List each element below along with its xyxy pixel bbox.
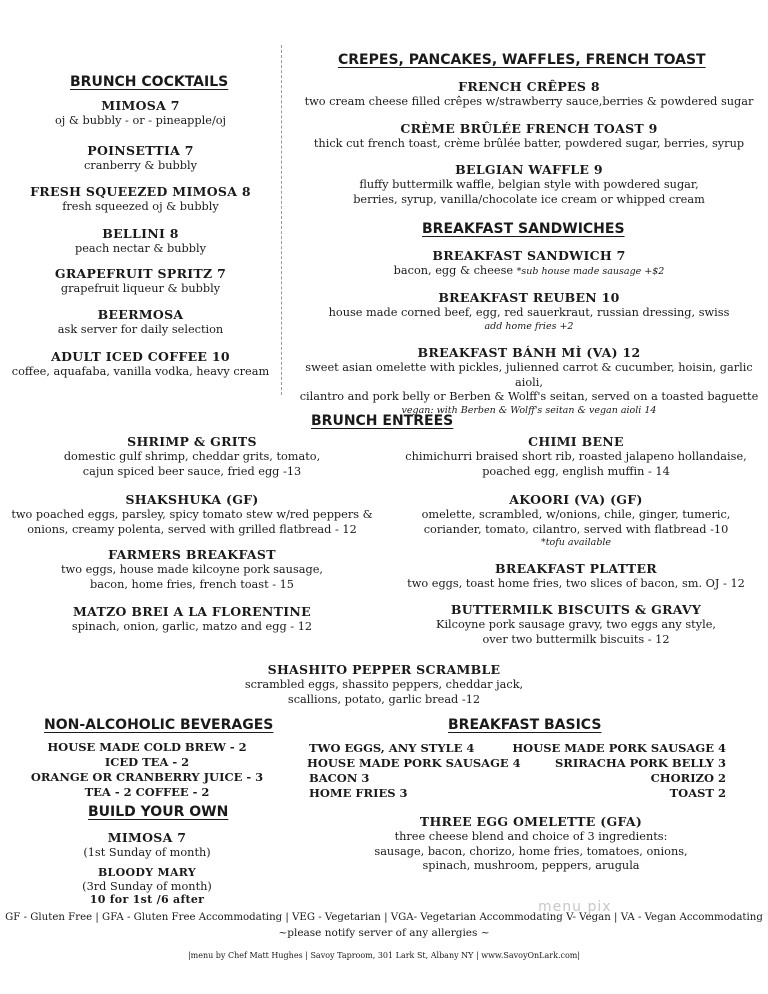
item-name: BREAKFAST PLATTER bbox=[495, 561, 657, 576]
build-header: BUILD YOUR OWN bbox=[88, 804, 229, 820]
item-name: CHIMI BENE bbox=[528, 434, 624, 449]
crepes-header: CREPES, PANCAKES, WAFFLES, FRENCH TOAST bbox=[338, 52, 706, 68]
item-name: GRAPEFRUIT SPRITZ 7 bbox=[54, 266, 227, 281]
basics-item: HOUSE MADE PORK SAUSAGE 4 bbox=[512, 741, 726, 755]
cocktail-item bbox=[0, 307, 281, 338]
item-desc: thick cut french toast, crème brûlée batter, powdered sugar, berries, syrup bbox=[313, 137, 745, 150]
entree-item bbox=[0, 434, 384, 479]
item-name: BEERMOSA bbox=[97, 307, 184, 322]
item-name: BREAKFAST SANDWICH 7 bbox=[432, 248, 626, 263]
entree-item bbox=[384, 434, 768, 479]
item-name: ADULT ICED COFFEE 10 bbox=[51, 349, 230, 364]
basics-item: BACON 3 bbox=[309, 771, 370, 785]
item-desc: poached egg, english muffin - 14 bbox=[482, 464, 670, 478]
beverage-item: HOUSE MADE COLD BREW - 2 bbox=[47, 740, 247, 754]
crepes-item bbox=[290, 79, 768, 110]
item-desc: bacon, home fries, french toast - 15 bbox=[89, 577, 294, 591]
item-name: MIMOSA 7 bbox=[107, 830, 187, 845]
item-desc: over two buttermilk biscuits - 12 bbox=[482, 632, 670, 646]
item-desc: scrambled eggs, shassito peppers, cheddar jack, bbox=[244, 678, 524, 691]
entree-item bbox=[188, 662, 580, 707]
sandwiches-header: BREAKFAST SANDWICHES bbox=[422, 221, 625, 237]
item-name: BUTTERMILK BISCUITS & GRAVY bbox=[450, 602, 702, 617]
item-desc: three cheese blend and choice of 3 ingredients: bbox=[394, 830, 668, 843]
column-divider bbox=[281, 45, 282, 395]
basics-item: HOUSE MADE PORK SAUSAGE 4 bbox=[307, 756, 521, 770]
item-name: FARMERS BREAKFAST bbox=[108, 547, 276, 562]
crepes-item bbox=[290, 121, 768, 152]
item-name: THREE EGG OMELETTE (GFA) bbox=[419, 814, 643, 829]
item-name: BELGIAN WAFFLE 9 bbox=[455, 162, 603, 177]
watermark: menu pix bbox=[538, 899, 612, 915]
item-desc: omelette, scrambled, w/onions, chile, ginger, tumeric, bbox=[421, 508, 731, 521]
cocktails-header: BRUNCH COCKTAILS bbox=[70, 74, 229, 90]
sandwich-item bbox=[290, 248, 768, 279]
beverages-list bbox=[0, 740, 294, 800]
item-desc: onions, creamy polenta, served with grilled flatbread - 12 bbox=[27, 522, 357, 536]
item-desc: peach nectar & bubbly bbox=[74, 242, 206, 255]
item-desc: (3rd Sunday of month) bbox=[82, 880, 212, 893]
item-desc: cranberry & bubbly bbox=[83, 159, 198, 172]
item-desc: chimichurri braised short rib, roasted jalapeno hollandaise, bbox=[405, 450, 747, 463]
item-desc: domestic gulf shrimp, cheddar grits, tomato, bbox=[63, 450, 321, 463]
build-item-bloody-mary bbox=[0, 866, 294, 907]
entree-item bbox=[0, 547, 384, 592]
basics-item: CHORIZO 2 bbox=[650, 771, 726, 785]
basics-item: SRIRACHA PORK BELLY 3 bbox=[554, 756, 726, 770]
item-desc: cajun spiced beer sauce, fried egg -13 bbox=[82, 464, 302, 478]
item-note: vegan: with Berben & Wolff's seitan & vegan aioli 14 bbox=[401, 404, 657, 416]
beverages-header: NON-ALCOHOLIC BEVERAGES bbox=[44, 717, 274, 733]
item-desc: coffee, aquafaba, vanilla vodka, heavy cream bbox=[11, 365, 270, 378]
footer-credit: |menu by Chef Matt Hughes | Savoy Taproom, 301 Lark St, Albany NY | www.SavoyOnLark.com| bbox=[187, 951, 581, 960]
basics-item: HOME FRIES 3 bbox=[309, 786, 408, 800]
item-name: AKOORI (VA) (GF) bbox=[509, 492, 643, 507]
basics-item: TWO EGGS, ANY STYLE 4 bbox=[309, 741, 475, 755]
item-note: *sub house made sausage +$2 bbox=[516, 266, 665, 277]
entree-item bbox=[0, 492, 384, 537]
item-name: MIMOSA 7 bbox=[101, 98, 180, 113]
item-desc: two cream cheese filled crêpes w/strawberry sauce,berries & powdered sugar bbox=[304, 95, 754, 108]
item-name: SHAKSHUKA (GF) bbox=[125, 492, 259, 507]
item-desc: (1st Sunday of month) bbox=[83, 846, 211, 859]
item-name: BELLINI 8 bbox=[102, 226, 179, 241]
beverage-item: TEA - 2 COFFEE - 2 bbox=[84, 785, 210, 799]
omelette-item bbox=[294, 814, 768, 874]
item-name: FRESH SQUEEZED MIMOSA 8 bbox=[30, 184, 251, 199]
footer-legend: GF - Gluten Free | GFA - Gluten Free Accommodating | VEG - Vegetarian | VGA- Vegetarian Accommodating V- Vegan | VA - Vegan Accommodating bbox=[5, 912, 763, 923]
item-note: *tofu available bbox=[540, 537, 612, 548]
item-name: BLOODY MARY bbox=[97, 866, 197, 879]
item-name: BREAKFAST BÁNH MÌ (VA) 12 bbox=[417, 345, 641, 360]
item-desc: house made corned beef, egg, red sauerkraut, russian dressing, swiss bbox=[328, 306, 730, 319]
item-desc: oj & bubbly - or - pineapple/oj bbox=[54, 114, 227, 127]
cocktail-item bbox=[0, 349, 281, 380]
cocktail-item bbox=[0, 98, 281, 129]
item-name: MATZO BREI A LA FLORENTINE bbox=[73, 604, 311, 619]
cocktail-item bbox=[0, 226, 281, 257]
basics-header: BREAKFAST BASICS bbox=[448, 717, 602, 733]
cocktail-item bbox=[0, 143, 281, 174]
item-name: POINSETTIA 7 bbox=[87, 143, 194, 158]
item-name: SHRIMP & GRITS bbox=[127, 434, 257, 449]
entree-item bbox=[384, 602, 768, 647]
item-desc: coriander, tomato, cilantro, served with flatbread -10 bbox=[423, 522, 729, 536]
item-desc: two poached eggs, parsley, spicy tomato stew w/red peppers & bbox=[11, 508, 373, 521]
item-desc: spinach, mushroom, peppers, arugula bbox=[422, 859, 640, 872]
sandwich-item bbox=[290, 290, 768, 333]
entrees-header: BRUNCH ENTREES bbox=[311, 413, 454, 429]
item-desc: two eggs, house made kilcoyne pork sausage, bbox=[61, 563, 323, 576]
entree-item bbox=[384, 492, 768, 549]
item-desc: ask server for daily selection bbox=[57, 323, 224, 336]
build-item-mimosa bbox=[0, 830, 294, 861]
item-name: CRÈME BRÛLÉE FRENCH TOAST 9 bbox=[400, 121, 658, 136]
item-note: add home fries +2 bbox=[484, 320, 574, 332]
beverage-item: ICED TEA - 2 bbox=[104, 755, 190, 769]
item-name: BREAKFAST REUBEN 10 bbox=[438, 290, 620, 305]
item-desc: sweet asian omelette with pickles, julienned carrot & cucumber, hoisin, garlic aioli, bbox=[305, 361, 753, 389]
item-desc: berries, syrup, vanilla/chocolate ice cream or whipped cream bbox=[353, 192, 705, 206]
item-desc: grapefruit liqueur & bubbly bbox=[60, 282, 221, 295]
cocktail-item bbox=[0, 266, 281, 297]
crepes-item bbox=[290, 162, 768, 207]
item-name: FRENCH CRÊPES 8 bbox=[458, 79, 600, 94]
item-desc: fluffy buttermilk waffle, belgian style with powdered sugar, bbox=[359, 178, 699, 191]
beverage-item: ORANGE OR CRANBERRY JUICE - 3 bbox=[30, 770, 264, 784]
item-desc: spinach, onion, garlic, matzo and egg - 12 bbox=[71, 620, 313, 633]
item-desc: bacon, egg & cheese bbox=[393, 264, 517, 277]
entree-item bbox=[0, 604, 384, 635]
footer-allergy: ~please notify server of any allergies ~ bbox=[278, 927, 490, 939]
sandwich-item bbox=[290, 345, 768, 417]
item-name: SHASHITO PEPPER SCRAMBLE bbox=[267, 662, 501, 677]
item-desc: cilantro and pork belly or Berben & Wolff's seitan, served on a toasted baguette bbox=[299, 390, 759, 403]
item-desc: two eggs, toast home fries, two slices of bacon, sm. OJ - 12 bbox=[407, 577, 745, 590]
cocktail-item bbox=[0, 184, 281, 215]
item-desc: scallions, potato, garlic bread -12 bbox=[287, 692, 481, 706]
entree-item bbox=[384, 561, 768, 592]
basics-item: TOAST 2 bbox=[669, 786, 726, 800]
item-desc: Kilcoyne pork sausage gravy, two eggs any style, bbox=[436, 618, 716, 631]
item-price: 10 for 1st /6 after bbox=[89, 893, 205, 906]
item-desc: fresh squeezed oj & bubbly bbox=[62, 200, 219, 213]
item-desc: sausage, bacon, chorizo, home fries, tomatoes, onions, bbox=[374, 844, 688, 858]
